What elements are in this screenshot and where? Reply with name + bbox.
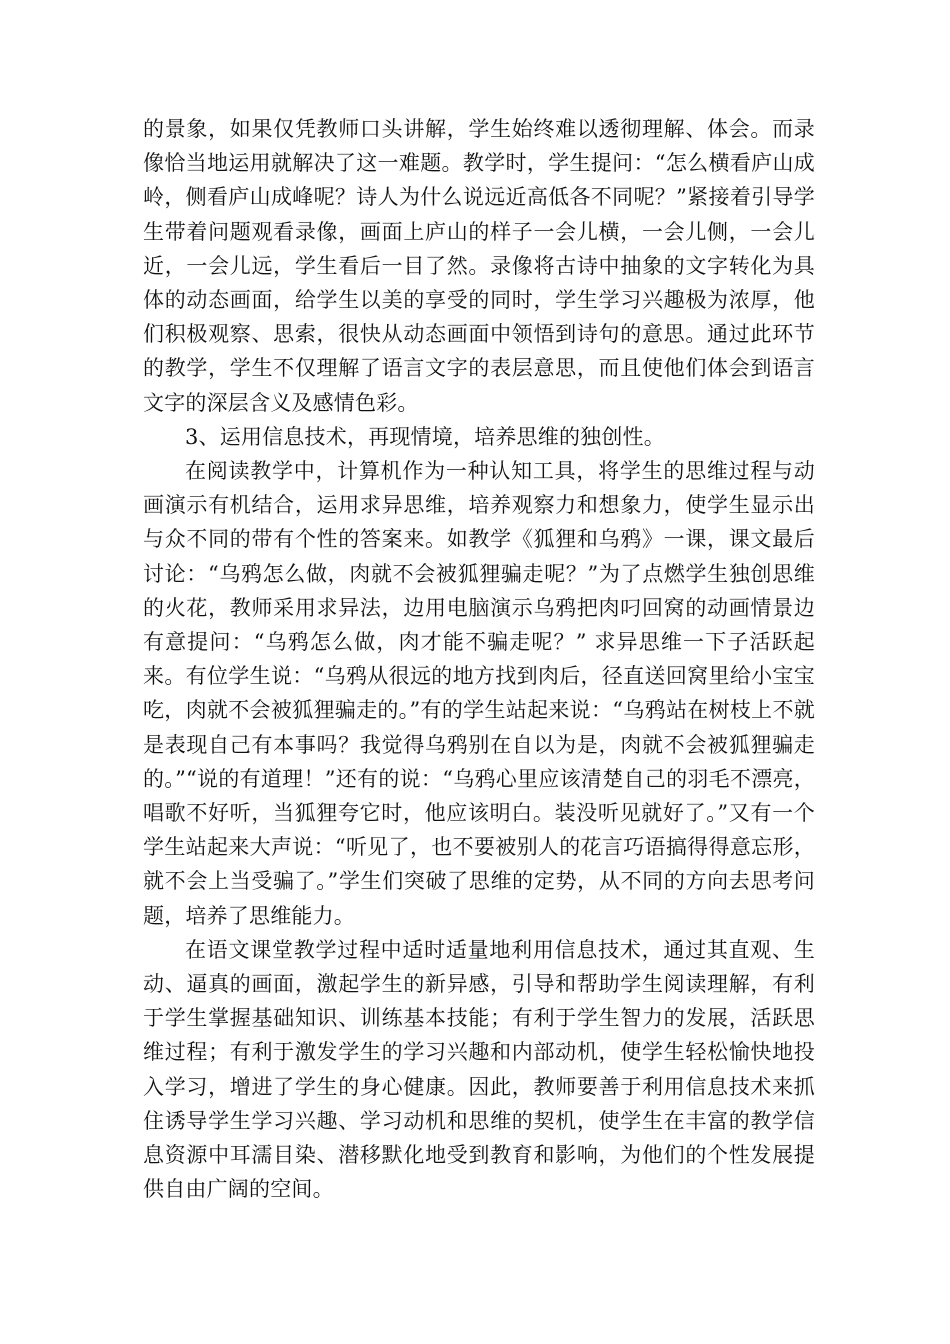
paragraph-continued: 的景象，如果仅凭教师口头讲解，学生始终难以透彻理解、体会。而录像恰当地运用就解决了这一难题。教学时，学生提问：“怎么横看庐山成岭，侧看庐山成峰呢？诗人为什么说远近高低各不同呢？”紧接着引导学生带着问题观看录像，画面上庐山的样子一会儿横，一会儿侧，一会儿近，一会儿远，学生看后一目了然。录像将古诗中抽象的文字转化为具体的动态画面，给学生以美的享受的同时，学生学习兴趣极为浓厚，他们积极观察、思索，很快从动态画面中领悟到诗句的意思。通过此环节的教学，学生不仅理解了语言文字的表层意思，而且使他们体会到语言文字的深层含义及感情色彩。	[143, 117, 815, 415]
paragraph-reading-teaching: 在阅读教学中，计算机作为一种认知工具，将学生的思维过程与动画演示有机结合，运用求异思维，培养观察力和想象力，使学生显示出与众不同的带有个性的答案来。如教学《狐狸和乌鸦》一课，课文最后讨论：“乌鸦怎么做，肉就不会被狐狸骗走呢？”为了点燃学生独创思维的火花，教师采用求异法，边用电脑演示乌鸦把肉叼回窝的动画情景边有意提问：“乌鸦怎么做，肉才能不骗走呢？” 求异思维一下子活跃起来。有位学生说：“乌鸦从很远的地方找到肉后，径直送回窝里给小宝宝吃，肉就不会被狐狸骗走的。”有的学生站起来说：“乌鸦站在树枝上不就是表现自己有本事吗？我觉得乌鸦别在自以为是，肉就不会被狐狸骗走的。”“说的有道理！”还有的说：“乌鸦心里应该清楚自己的羽毛不漂亮，唱歌不好听，当狐狸夸它时，他应该明白。装没听见就好了。”又有一个学生站起来大声说：“听见了，也不要被别人的花言巧语搞得得意忘形，就不会上当受骗了。”学生们突破了思维的定势，从不同的方向去思考问题，培养了思维能力。	[143, 459, 815, 928]
paragraph-conclusion: 在语文课堂教学过程中适时适量地利用信息技术，通过其直观、生动、逼真的画面，激起学生的新异感，引导和帮助学生阅读理解，有利于学生掌握基础知识、训练基本技能；有利于学生智力的发展，活跃思维过程；有利于激发学生的学习兴趣和内部动机，使学生轻松愉快地投入学习，增进了学生的身心健康。因此，教师要善于利用信息技术来抓住诱导学生学习兴趣、学习动机和思维的契机，使学生在丰富的教学信息资源中耳濡目染、潜移默化地受到教育和影响，为他们的个性发展提供自由广阔的空间。	[143, 937, 815, 1202]
section-heading: 3、运用信息技术，再现情境，培养思维的独创性。	[185, 424, 665, 449]
document-body	[143, 112, 815, 1207]
